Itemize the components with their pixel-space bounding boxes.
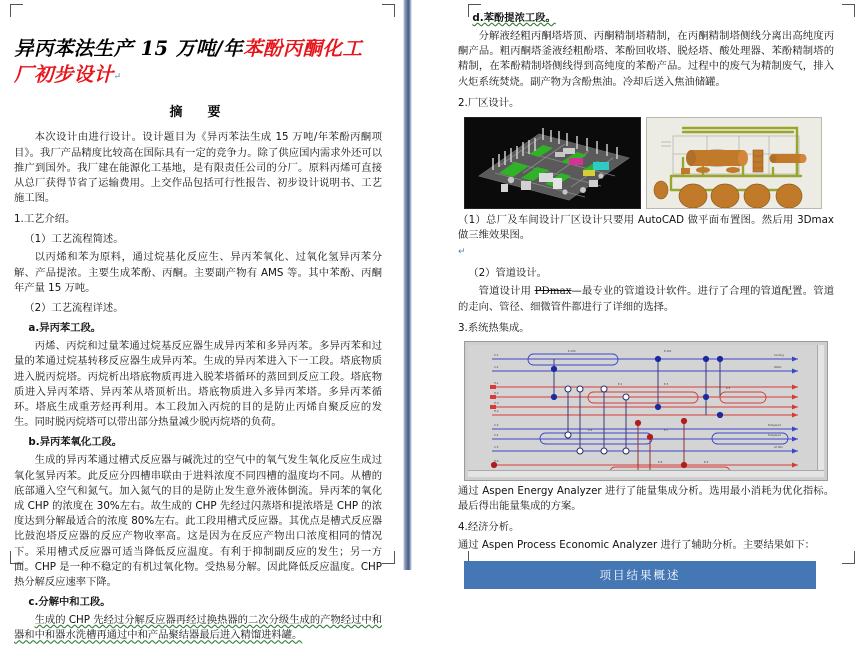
piping-svg <box>647 118 822 208</box>
hen-svg <box>468 345 824 477</box>
svg-text:Cooling: Cooling <box>774 353 784 357</box>
svg-text:H-2: H-2 <box>494 391 499 395</box>
heading-economic-analysis: 4.经济分析。 <box>458 521 520 534</box>
heading-section-d <box>458 10 834 26</box>
3d-plant-svg <box>465 118 641 208</box>
page-gutter-divider <box>403 0 412 570</box>
svg-text:H-1: H-1 <box>494 381 499 385</box>
flow-brief-body: 以丙烯和苯为原料，通过烷基化反应生、异丙苯氧化、过氧化氢异丙苯分解、产品提浓。主要生成苯酚、丙酮。主要副产物有 AMS 等。其中苯酚、丙酮年产量 15 万吨。 <box>14 251 382 294</box>
blank-pilcrow: ↵ <box>458 247 466 258</box>
left-page <box>0 0 403 642</box>
abstract-body: 本次设计由进行设计。设计题目为《异丙苯法生成 15 万吨/年苯酚丙酮项目》。我厂产品精度比较高在国际具有一定的竞争力。除了供应国内需求外还可以推广到国外。我厂建在能源化工基地，是有限责任公司的分厂。原料丙烯可直接从总厂获得节省了运输费用。上交作品包括可行性报告、初步设计说明书、工艺施工图。 <box>14 131 382 205</box>
svg-text:C-4: C-4 <box>494 433 499 437</box>
heading-process-intro: 1.工艺介绍。 <box>14 213 76 226</box>
heading-section-d-text: d.苯酚提浓工段。 <box>472 12 556 24</box>
svg-text:H-4: H-4 <box>494 409 499 413</box>
svg-text:E-2: E-2 <box>618 382 623 386</box>
svg-text:E-9: E-9 <box>704 460 709 464</box>
blank-paragraph-mark <box>458 245 834 261</box>
economic-analysis-body: 通过 Aspen Process Economic Analyzer 进行了辅助分析。主要结果如下： <box>458 539 815 552</box>
svg-text:E-100: E-100 <box>568 349 576 353</box>
heading-heat-integration: 3.系统热集成。 <box>458 321 530 334</box>
section-b-body: 生成的异丙苯通过槽式反应器与碱洗过的空气中的氧气发生氧化反应生成过氧化氢异丙苯。此反应分四槽串联由于进料浓度不同四槽的温度均不同。从槽的底部通入空气和氮气。加入氮气的目的是防止发生意外液体倒流。异丙苯的氧化成 CHP 的浓度在 30%左右。故生成的 CHP 先经过闪蒸塔和提浓塔是 CHP 的浓度达到分解最适合的浓度 80%左右。此工段用槽式反应器。其优点是槽式反应器比鼓泡塔反应器的反应产物收率高。这是因为在反应产物出口浓度相同的情况下。采用槽式反应器可适当降低反应温度。有利于抑制副反应的发生；另一方面。CHP 是一种不稳定的有机过氧化物。受热易分解。因此降低反应温度。CHP 热分解反应速率下降。 <box>14 454 382 588</box>
section-d-body: 分解液经粗丙酮塔塔顶、丙酮精制塔精制，在丙酮精制塔侧线分离出高纯度丙酮产品。粗丙酮塔釜液经粗酚塔、苯酚回收塔、脱烃塔、酸处理器、苯酚精制塔的精制，在苯酚精制塔侧线得到高纯度的苯酚产品。过程中的废气为精制废气，排入火炬系统焚烧。副产物为含酚焦油。冷却后送入焦油储罐。 <box>458 30 834 88</box>
page-title-line2-text: 厂初步设计 <box>14 62 114 86</box>
heat-integration-body: 通过 Aspen Energy Analyzer 进行了能量集成分析。选用最小消耗为优化指标。最后得出能量集成的方案。 <box>458 484 834 513</box>
svg-text:C-1: C-1 <box>494 353 499 357</box>
svg-text:C-3: C-3 <box>494 423 499 427</box>
svg-text:Tempered: Tempered <box>768 433 781 437</box>
heading-flow-detail: （2）工艺流程详述。 <box>24 302 124 315</box>
svg-text:E-8: E-8 <box>658 460 663 464</box>
section-a-body: 丙烯、丙烷和过量苯通过烷基反应器生成异丙苯和多异丙苯。多异丙苯和过量的苯通过烷基转移反应器生成异丙苯。生成的异丙苯进入下一工段。塔底物质进入脱丙烷塔。丙烷析出塔底物质再进入脱苯塔循环的蒸回到反应工段。塔底物质进入异丙苯塔、异丙苯从塔顶析出。塔底物质进入多异丙苯塔。多异丙苯循环。塔底生成重芳烃再利用。本工段加入丙烷的目的是防止丙烯自聚反应的发生。同时脱丙烷塔可以带出部分热量减少脱丙烷塔的负荷。 <box>14 340 382 429</box>
heading-plant-design: 2.厂区设计。 <box>458 96 520 109</box>
project-results-banner-label: 项目结果概述 <box>599 568 681 583</box>
pilcrow-mark: ↵ <box>113 71 122 82</box>
section-c-body <box>14 613 382 643</box>
pipe-design-software-name: PDmax <box>534 285 572 298</box>
page-title <box>14 36 382 62</box>
page-title-black: 异丙苯法生产 15 万吨/年 <box>14 37 243 60</box>
svg-text:E-101: E-101 <box>664 349 672 353</box>
heading-flow-brief: （1）工艺流程简述。 <box>24 233 124 246</box>
svg-text:H-5: H-5 <box>494 459 499 463</box>
right-page <box>412 0 868 583</box>
piping-layout-diagram <box>646 117 822 209</box>
heading-section-a: a.异丙苯工段。 <box>28 322 102 335</box>
section-c-body-text: 生成的 CHP 先经过分解反应器再经过换热器的二次分级生成的产物经过中和器和中和器水洗槽再通过中和产品聚结器最后进入精馏进料罐。 <box>14 614 382 642</box>
hen-vertical-scrollbar[interactable] <box>817 345 824 477</box>
page-title-line2 <box>14 62 382 88</box>
3d-plant-layout-render <box>464 117 641 209</box>
svg-text:E-3: E-3 <box>664 382 669 386</box>
svg-text:LP Stm: LP Stm <box>774 445 784 449</box>
abstract-heading: 摘 要 <box>169 105 227 121</box>
project-results-banner[interactable] <box>464 561 816 589</box>
heading-section-b: b.异丙苯氧化工段。 <box>28 436 123 449</box>
heat-exchanger-network-grid <box>464 341 828 481</box>
svg-text:Tempered: Tempered <box>768 423 781 427</box>
svg-text:E-6: E-6 <box>588 428 593 432</box>
heading-section-c: c.分解中和工段。 <box>28 596 111 609</box>
svg-text:C-5: C-5 <box>494 445 499 449</box>
pipe-design-post: —最专业的管道设计软件。进行了合理的管道配置。管道的走向、管径、细微管件都进行了详细的选择。 <box>458 285 835 313</box>
svg-text:C-2: C-2 <box>494 365 499 369</box>
hen-horizontal-scrollbar[interactable] <box>468 470 824 477</box>
hen-canvas <box>468 345 824 477</box>
pipe-design-body <box>458 284 834 314</box>
page-title-red: 苯酚丙酮化工 <box>242 37 363 60</box>
figure-row <box>464 117 822 209</box>
svg-text:E-7: E-7 <box>664 428 669 432</box>
svg-text:Water: Water <box>774 365 782 369</box>
figure-caption-1: （1）总厂及车间设计厂区设计只要用 AutoCAD 做平面布置图。然后用 3Dmax 做三维效果图。 <box>458 213 834 242</box>
pipe-design-pre: 管道设计用 <box>478 285 535 298</box>
svg-text:H-3: H-3 <box>494 401 499 405</box>
svg-text:E-5: E-5 <box>726 386 731 390</box>
heading-pipe-design: （2）管道设计。 <box>468 267 547 280</box>
